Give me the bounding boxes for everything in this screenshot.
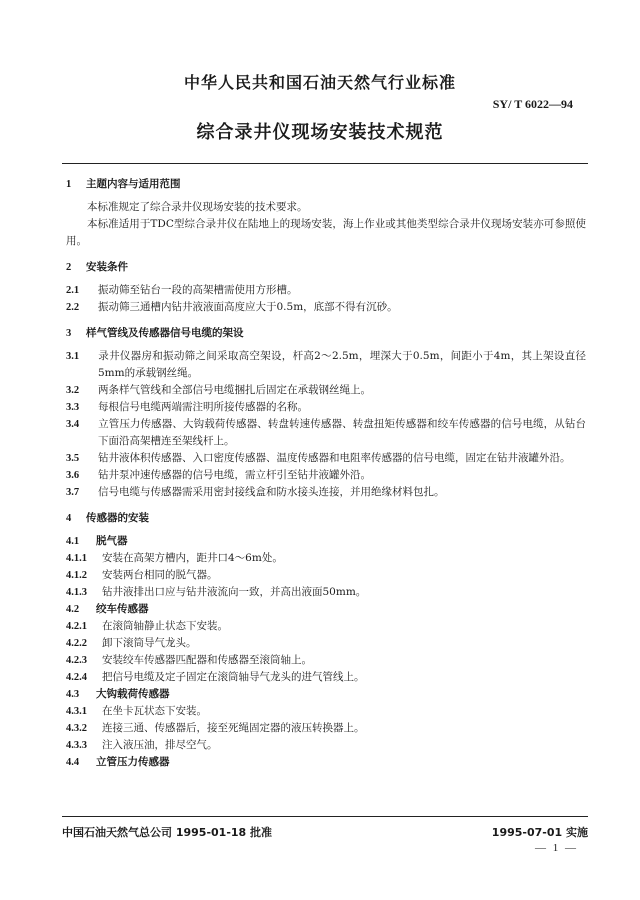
clause-number: 3.4 [66,419,80,430]
clause [66,669,586,686]
header-divider [62,163,588,164]
section-title: 样气管线及传感器信号电缆的架设 [86,327,244,339]
subsection-title: 脱气器 [96,535,128,547]
clause [66,618,586,635]
subsection-number: 4.4 [66,757,80,768]
clause [66,584,586,601]
clause-number: 4.1.3 [66,587,87,598]
section-number: 1 [66,179,72,190]
clause-text: 把信号电缆及定子固定在滚筒轴导气龙头的进气管线上。 [102,671,365,683]
clause-text: 安装两台相同的脱气器。 [102,569,218,581]
clause-text: 立管压力传感器、大钩载荷传感器、转盘转速传感器、转盘扭矩传感器和绞车传感器的信号电缆，从钻台下面沿高架槽连至架线杆上。 [98,418,586,447]
clause [66,467,586,484]
clause-number: 4.2.4 [66,672,87,683]
clause-number: 3.3 [66,402,80,413]
subsection-number: 4.3 [66,689,80,700]
clause-number: 4.1.1 [66,553,87,564]
standard-code: SY/ T 6022—94 [492,97,573,111]
clause-text: 安装绞车传感器匹配器和传感器至滚筒轴上。 [102,654,312,666]
section-title: 传感器的安装 [86,512,149,524]
subsection-number: 4.2 [66,604,80,615]
clause [66,348,586,382]
document-title: 综合录井仪现场安装技术规范 [196,122,444,143]
clause-text: 钻井泵冲速传感器的信号电缆，需立杆引至钻井液罐外沿。 [98,469,371,481]
clause [66,550,586,567]
page-number: — 1 — [535,842,578,854]
footer-divider [62,816,588,817]
clause [66,299,586,316]
clause [66,720,586,737]
clause-number: 3.2 [66,385,80,396]
clause [66,382,586,399]
subsection-heading [66,601,586,618]
clause-text: 在坐卡瓦状态下安装。 [102,705,207,717]
subsection-title: 绞车传感器 [96,603,149,615]
clause-text: 每根信号电缆两端需注明所接传感器的名称。 [98,401,308,413]
clause-number: 4.2.2 [66,638,87,649]
clause-number: 3.6 [66,470,80,481]
clause-number: 2.1 [66,285,80,296]
clause-number: 3.5 [66,453,80,464]
paragraph: 本标准规定了综合录井仪现场安装的技术要求。 [87,201,308,213]
subsection-heading [66,533,586,550]
clause-text: 钻井液体积传感器、入口密度传感器、温度传感器和电阻率传感器的信号电缆，固定在钻井液罐外沿。 [98,452,571,464]
clause-text: 信号电缆与传感器需采用密封接线盒和防水接头连接，并用绝缘材料包扎。 [98,486,445,498]
section-number: 2 [66,262,72,273]
subsection-heading [66,754,586,771]
section-number: 3 [66,328,72,339]
section-heading [66,176,586,193]
clause [66,567,586,584]
clause-number: 4.2.3 [66,655,87,666]
clause [66,399,586,416]
clause-text: 在滚筒轴静止状态下安装。 [102,620,228,632]
document-body [66,176,586,771]
section-number: 4 [66,513,72,524]
clause-number: 2.2 [66,302,80,313]
effective-date: 1995-07-01 实施 [491,826,588,839]
clause [66,652,586,669]
subsection-heading [66,686,586,703]
clause-text: 注入液压油，排尽空气。 [102,739,218,751]
clause-text: 卸下滚筒导气龙头。 [102,637,197,649]
subsection-title: 立管压力传感器 [96,756,170,768]
clause [66,737,586,754]
section-title: 主题内容与适用范围 [86,178,181,190]
clause-number: 4.3.2 [66,723,87,734]
section-heading [66,510,586,527]
clause-number: 4.3.1 [66,706,87,717]
clause-text: 钻井液排出口应与钻井液流向一致，并高出液面50mm。 [102,586,367,598]
clause-number: 3.1 [66,351,80,362]
clause [66,282,586,299]
section-heading [66,259,586,276]
clause-text: 安装在高架方槽内，距井口4～6m处。 [102,552,283,564]
clause [66,416,586,450]
clause-number: 4.2.1 [66,621,87,632]
standard-title: 中华人民共和国石油天然气行业标准 [183,73,456,92]
subsection-title: 大钩载荷传感器 [96,688,170,700]
clause-number: 4.3.3 [66,740,87,751]
clause-text: 振动筛至钻台一段的高架槽需使用方形槽。 [98,284,298,296]
paragraph: 本标准适用于TDC型综合录井仪在陆地上的现场安装，海上作业或其他类型综合录井仪现场安装亦可参照使用。 [66,218,586,247]
clause [66,703,586,720]
clause [66,450,586,467]
section-title: 安装条件 [86,261,128,273]
clause-text: 两条样气管线和全部信号电缆捆扎后固定在承载钢丝绳上。 [98,384,371,396]
approval-line: 中国石油天然气总公司 1995-01-18 批准 [62,826,273,839]
clause [66,484,586,501]
clause-number: 4.1.2 [66,570,87,581]
section-heading [66,325,586,342]
subsection-number: 4.1 [66,536,80,547]
clause-text: 连接三通、传感器后，接至死绳固定器的液压转换器上。 [102,722,365,734]
clause-number: 3.7 [66,487,80,498]
clause-text: 录井仪器房和振动筛之间采取高空架设，杆高2～2.5m，埋深大于0.5m，间距小于4m，其上架设直径5mm的承载钢丝绳。 [98,350,586,379]
clause [66,635,586,652]
clause-text: 振动筛三通槽内钻井液液面高度应大于0.5m，底部不得有沉砂。 [98,301,398,313]
